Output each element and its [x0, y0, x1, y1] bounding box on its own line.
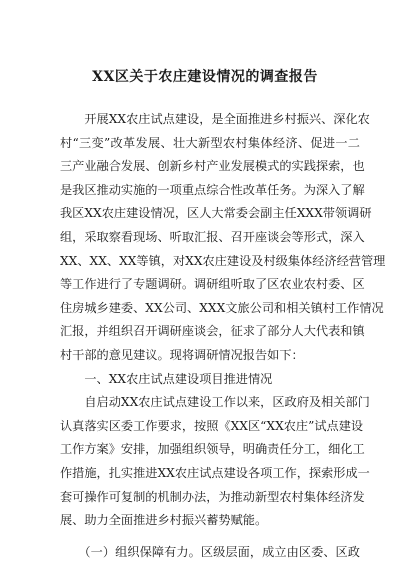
paragraph-progress [60, 391, 370, 533]
text-line: 工作方案》安排，加强组织领导，明确责任分工，细化工 [60, 442, 365, 457]
text-line: 展、助力全面推进乡村振兴蓄势赋能。 [60, 513, 268, 528]
text-line: 村干部的意见建议。现将调研情况报告如下： [60, 347, 304, 362]
text-line: 住房城乡建委、XX公司、XXX文旅公司和相关镇村工作情况 [60, 300, 384, 315]
text-line: 我区XX农庄建设情况，区人大常委会副主任XXX带领调研 [60, 206, 372, 221]
subsection-heading: （一）组织保障有力。区级层面，成立由区委、区政 [60, 544, 360, 559]
text-line: 开展XX农庄试点建设，是全面推进乡村振兴、深化农 [60, 112, 370, 126]
text-line: 组，采取察看现场、听取汇报、召开座谈会等形式，深入 [60, 229, 365, 244]
text-line: 套可操作可复制的机制办法，为推动新型农村集体经济发 [60, 489, 365, 504]
section-heading: 一、XX农庄试点建设项目推进情况 [60, 371, 273, 386]
text-line: 是我区推动实施的一项重点综合性改革任务。为深入了解 [60, 182, 365, 197]
text-line: 认真落实区委工作要求，按照《XX区“XX农庄”试点建设 [60, 418, 364, 433]
document-title: XX区关于农庄建设情况的调查报告 [92, 69, 318, 85]
text-line: 汇报，并组织召开调研座谈会，征求了部分人大代表和镇 [60, 324, 365, 339]
text-line: 作措施，扎实推进XX农庄试点建设各项工作，探索形成一 [60, 465, 370, 480]
text-line: XX、XX、XX等镇，对XX农庄建设及村级集体经济经营管理 [60, 253, 386, 268]
text-line: 等工作进行了专题调研。调研组听取了区农业农村委、区 [60, 277, 365, 292]
text-line: 三产业融合发展、创新乡村产业发展模式的实践探索，也 [60, 159, 365, 174]
document-body [60, 108, 386, 564]
paragraph-spacer [60, 533, 360, 541]
paragraph-intro [60, 108, 386, 368]
text-line: 村“三变”改革发展、壮大新型农村集体经济、促进一二 [60, 135, 360, 150]
text-line: 自启动XX农庄试点建设工作以来，区政府及相关部门 [60, 395, 370, 410]
